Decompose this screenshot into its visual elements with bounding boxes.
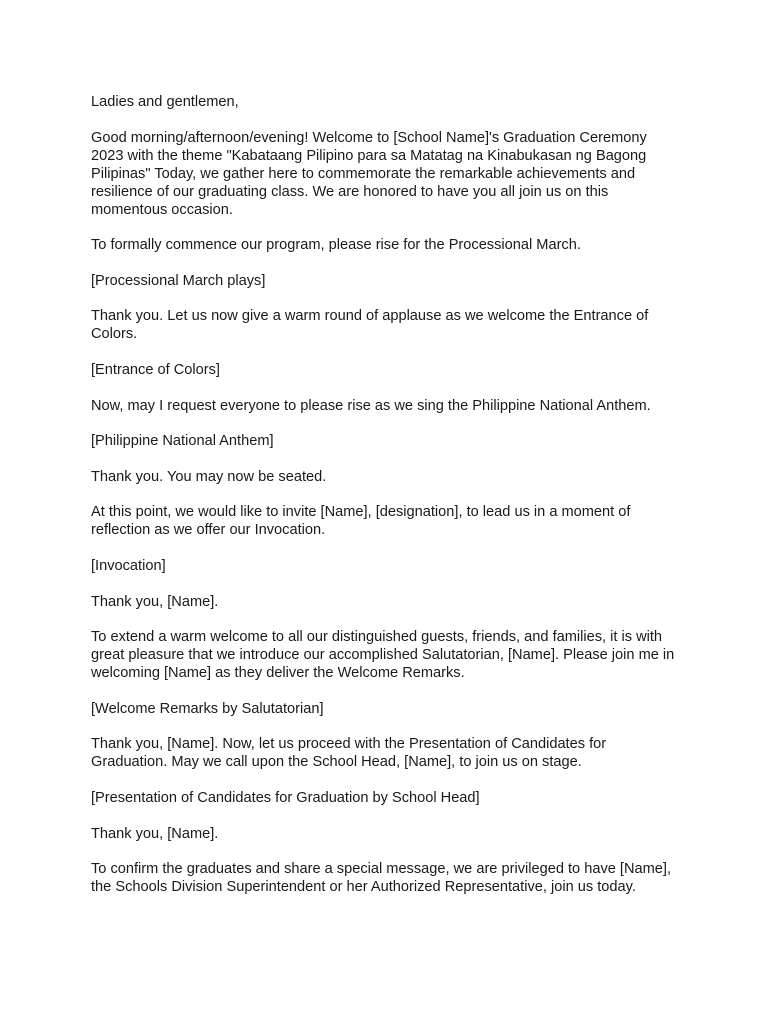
thanks-paragraph: Thank you, [Name]. — [91, 825, 219, 842]
document-body — [91, 93, 681, 914]
stage-direction: [Philippine National Anthem] — [91, 433, 274, 450]
stage-direction: [Presentation of Candidates for Graduation by School Head] — [91, 789, 480, 806]
anthem-paragraph: Now, may I request everyone to please rise as we sing the Philippine National Anthem. — [91, 397, 651, 414]
stage-direction: [Entrance of Colors] — [91, 361, 220, 378]
candidates-paragraph: Thank you, [Name]. Now, let us proceed with the Presentation of Candidates for Graduation. May we call upon the School Head, [Name], to join us on stage. — [91, 736, 607, 771]
processional-paragraph: To formally commence our program, please rise for the Processional March. — [91, 237, 581, 254]
colors-paragraph: Thank you. Let us now give a warm round of applause as we welcome the Entrance of Colors. — [91, 308, 649, 343]
thanks-paragraph: Thank you, [Name]. — [91, 593, 219, 610]
stage-direction: [Welcome Remarks by Salutatorian] — [91, 700, 324, 717]
stage-direction: [Processional March plays] — [91, 272, 266, 289]
salutation: Ladies and gentlemen, — [91, 94, 239, 110]
stage-direction: [Invocation] — [91, 557, 166, 574]
welcome-paragraph: Good morning/afternoon/evening! Welcome to [School Name]'s Graduation Ceremony 2023 with the theme "Kabataang Pilipino para sa Matatag na Kinabukasan ng Bagong Pilipinas" Today, we gather here to commemorate the remarkable achievements and resilience of our graduating class. We are honored to have you all join us on this momentous occasion. — [91, 129, 647, 218]
invocation-paragraph: At this point, we would like to invite [Name], [designation], to lead us in a moment of reflection as we offer our Invocation. — [91, 504, 631, 539]
seated-paragraph: Thank you. You may now be seated. — [91, 468, 327, 485]
salutatorian-paragraph: To extend a warm welcome to all our distinguished guests, friends, and families, it is with great pleasure that we introduce our accomplished Salutatorian, [Name]. Please join me in welcoming [Name] as they deliver the Welcome Remarks. — [91, 629, 675, 682]
confirmation-paragraph: To confirm the graduates and share a special message, we are privileged to have [Name], the Schools Division Superintendent or her Authorized Representative, join us today. — [91, 861, 672, 896]
